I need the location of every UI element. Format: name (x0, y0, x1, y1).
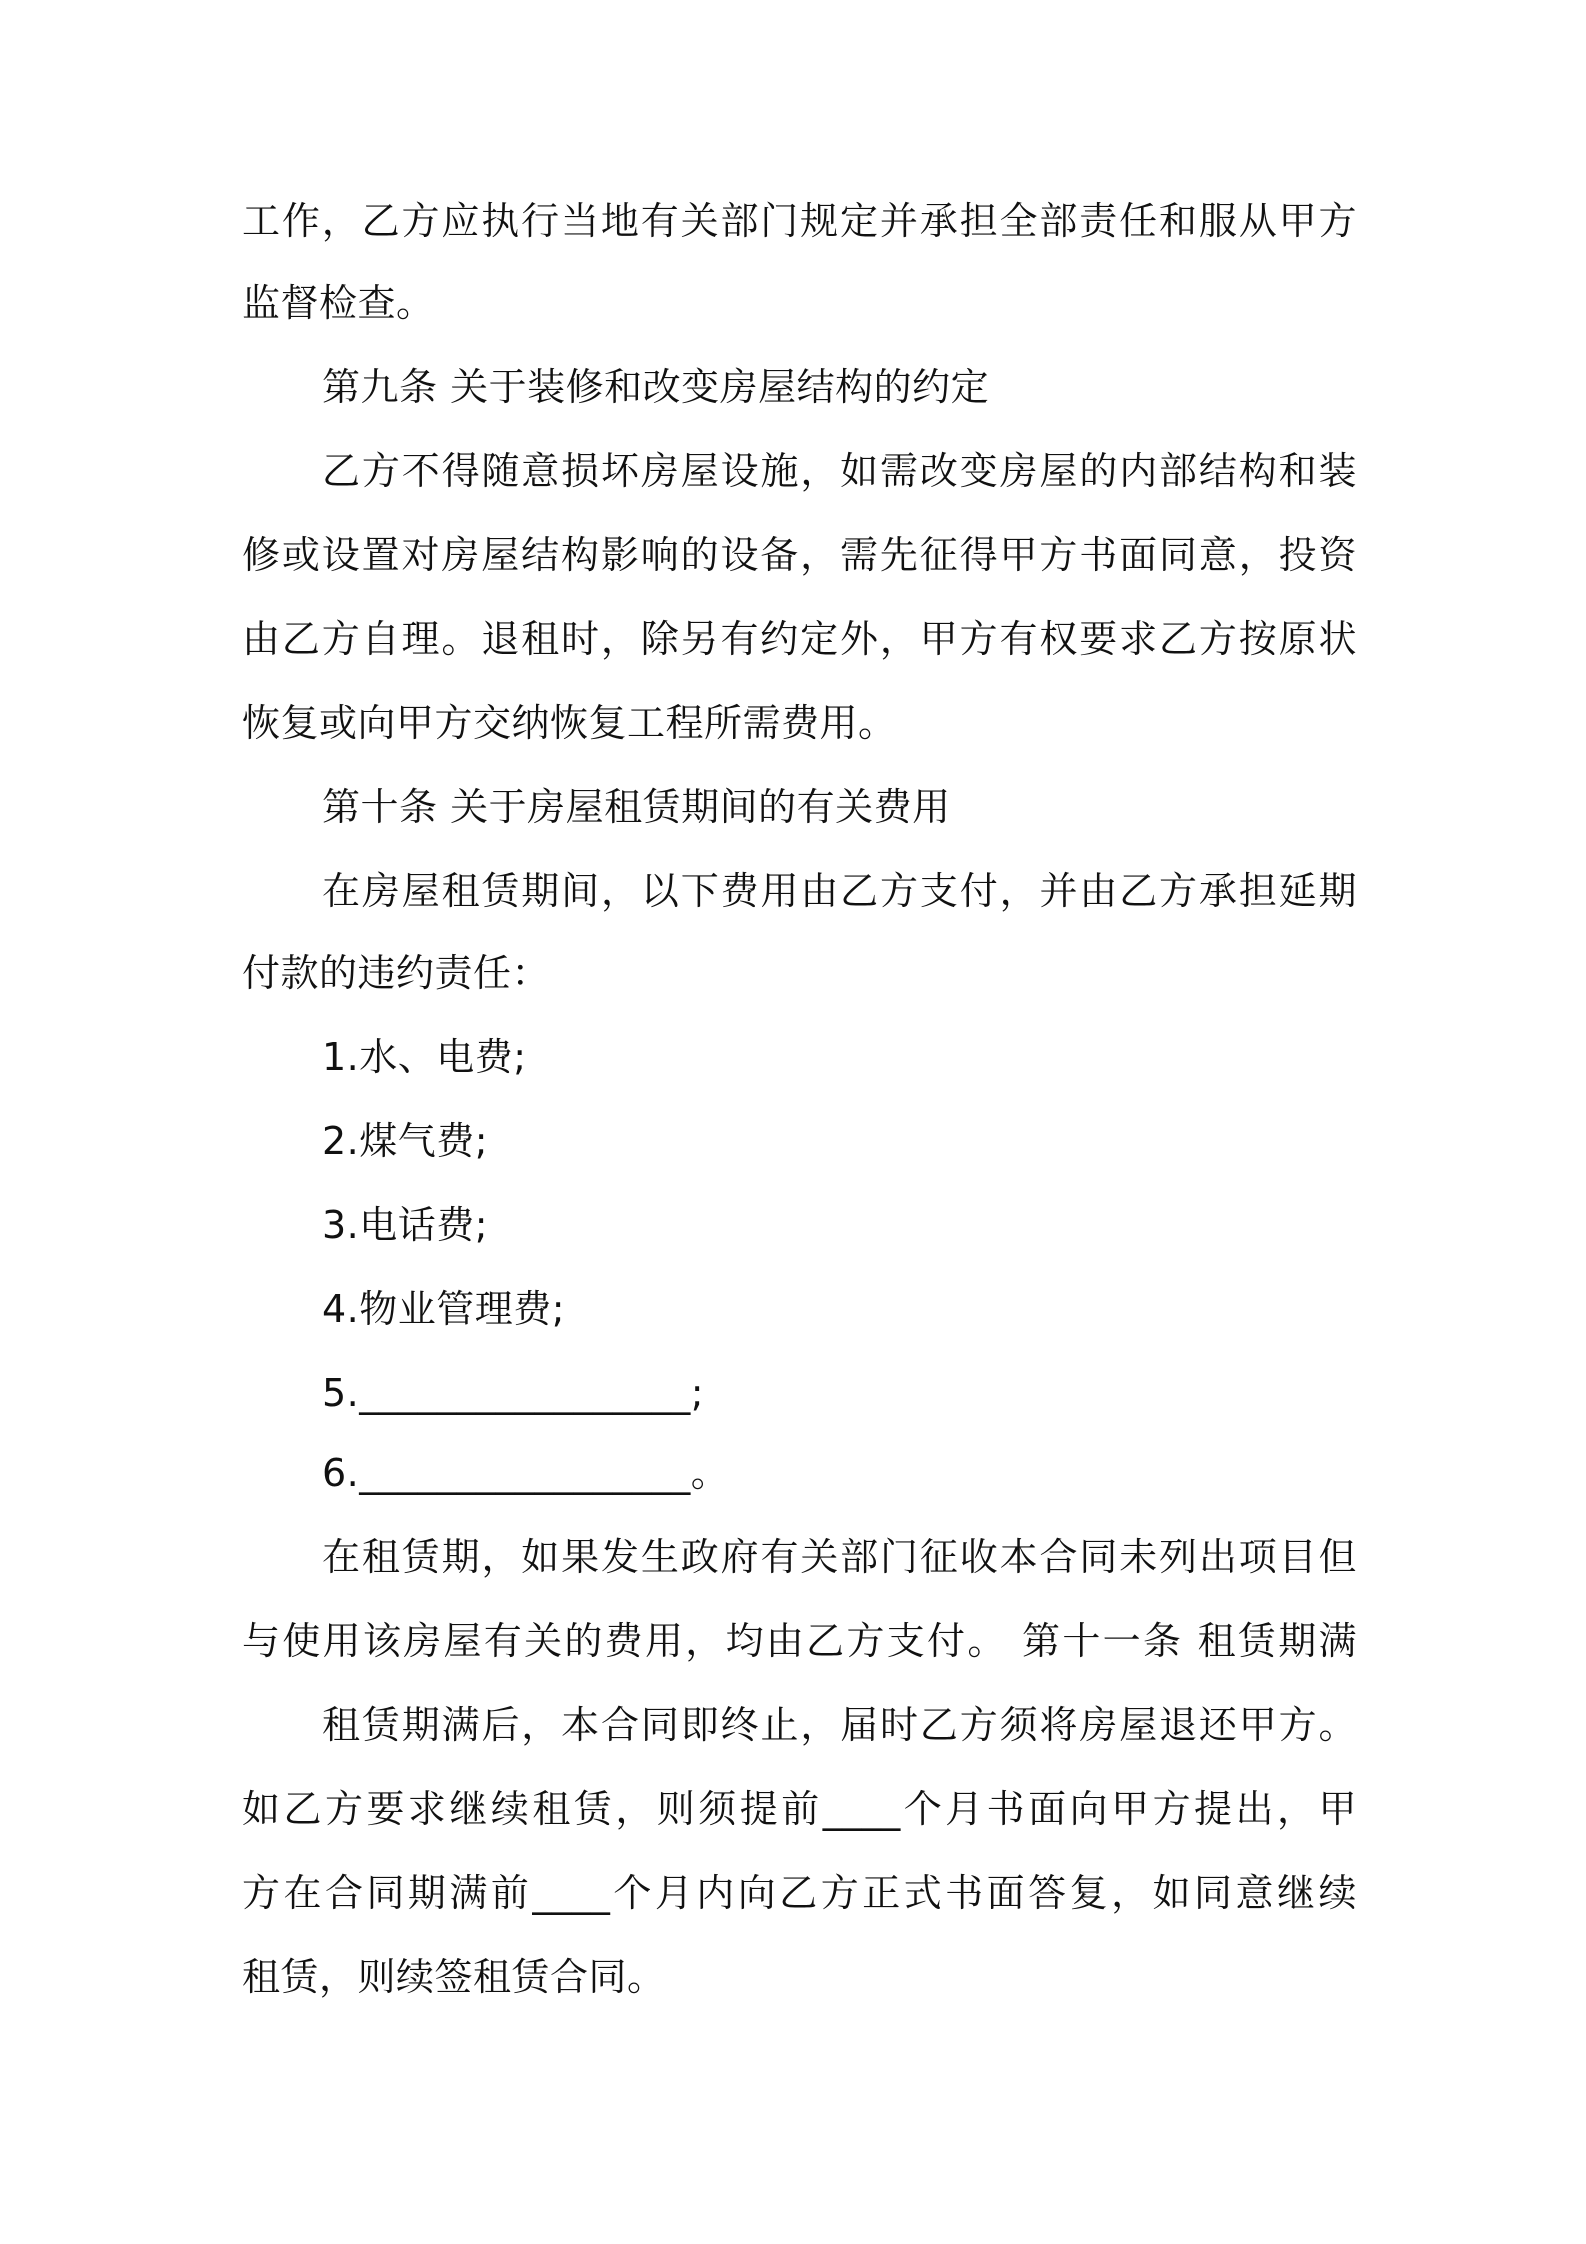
list-item: 6._________________。 (322, 1451, 730, 1495)
paragraph-line: 工作，乙方应执行当地有关部门规定并承担全部责任和服从甲方 (242, 199, 1357, 243)
list-item: 3.电话费; (322, 1203, 489, 1247)
paragraph-line: 与使用该房屋有关的费用，均由乙方支付。 第十一条 租赁期满 (242, 1619, 1357, 1663)
article-heading-9: 第九条 关于装修和改变房屋结构的约定 (322, 365, 990, 409)
paragraph-line: 乙方不得随意损坏房屋设施，如需改变房屋的内部结构和装 (322, 449, 1357, 493)
paragraph-line: 租赁，则续签租赁合同。 (242, 1955, 666, 1999)
list-item: 5._________________; (322, 1371, 705, 1415)
paragraph-line: 租赁期满后，本合同即终止，届时乙方须将房屋退还甲方。 (322, 1703, 1357, 1747)
paragraph-line: 在房屋租赁期间，以下费用由乙方支付，并由乙方承担延期 (322, 869, 1357, 913)
paragraph-line: 监督检查。 (242, 281, 435, 325)
paragraph-line: 方在合同期满前____个月内向乙方正式书面答复，如同意继续 (242, 1871, 1357, 1915)
list-item: 4.物业管理费; (322, 1287, 566, 1331)
paragraph-line: 恢复或向甲方交纳恢复工程所需费用。 (242, 701, 897, 745)
paragraph-line: 在租赁期，如果发生政府有关部门征收本合同未列出项目但 (322, 1535, 1357, 1579)
list-item: 1.水、电费; (322, 1035, 527, 1079)
paragraph-line: 付款的违约责任： (242, 951, 551, 995)
list-item: 2.煤气费; (322, 1119, 489, 1163)
paragraph-line: 修或设置对房屋结构影响的设备，需先征得甲方书面同意，投资 (242, 533, 1357, 577)
article-heading-10: 第十条 关于房屋租赁期间的有关费用 (322, 785, 951, 829)
paragraph-line: 如乙方要求继续租赁，则须提前____个月书面向甲方提出，甲 (242, 1787, 1357, 1831)
paragraph-line: 由乙方自理。退租时，除另有约定外，甲方有权要求乙方按原状 (242, 617, 1357, 661)
